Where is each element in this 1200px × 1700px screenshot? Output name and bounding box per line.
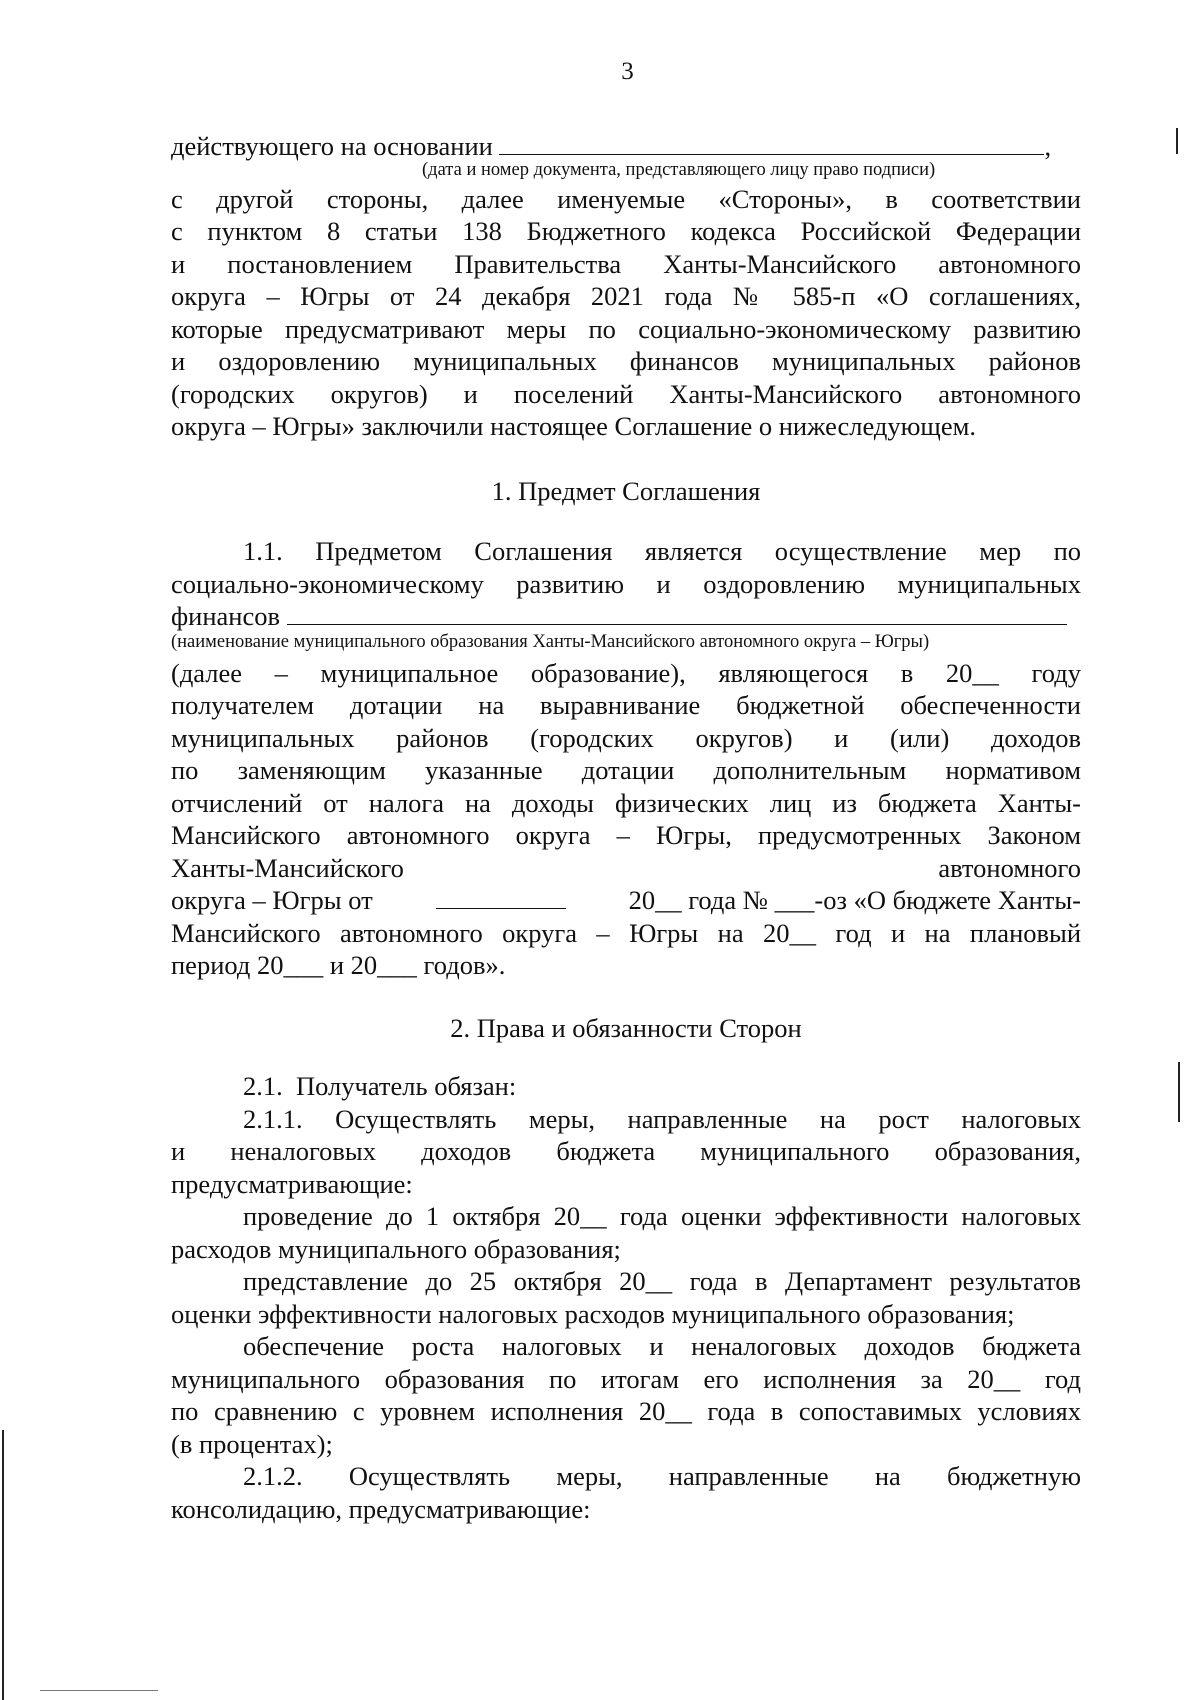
intro-line: и постановлением Правительства Ханты-Мансийского автономного bbox=[171, 248, 1081, 279]
law-date-blank bbox=[436, 884, 566, 909]
item-2-1-2-line: 2.1.2. Осуществлять меры, направленные на бюджетную bbox=[243, 1461, 1081, 1491]
paragraph-line: отчислений от налога на доходы физических лиц из бюджета Ханты- bbox=[171, 787, 1081, 818]
page-number: 3 bbox=[621, 58, 634, 85]
paragraph-line: по заменяющим указанные дотации дополнительным нормативом bbox=[171, 755, 1081, 785]
submit-line: представление до 25 октября 20__ года в Департамент результатов bbox=[243, 1266, 1081, 1296]
municipality-blank bbox=[287, 600, 1067, 625]
basis-text: действующего на основании bbox=[171, 131, 493, 161]
intro-line: с другой стороны, далее именуемые «Стороны», в соответствии bbox=[171, 183, 1081, 214]
scan-mark-right-top bbox=[1176, 128, 1178, 154]
item-2-1-1-line: 2.1.1. Осуществлять меры, направленные на рост налоговых bbox=[243, 1103, 1081, 1134]
basis-line: действующего на основании , bbox=[171, 131, 1052, 161]
growth-line: по сравнению с уровнем исполнения 20__ года в сопоставимых условиях bbox=[171, 1396, 1081, 1426]
growth-last: (в процентах); bbox=[171, 1428, 333, 1459]
split-left: Ханты-Мансийского bbox=[171, 852, 404, 883]
split-line bbox=[171, 852, 1081, 885]
split-right: автономного bbox=[938, 852, 1081, 883]
eval-line: проведение до 1 октября 20__ года оценки эффективности налоговых bbox=[243, 1201, 1081, 1231]
intro-line: округа – Югры от 24 декабря 2021 года № 585-п «О соглашениях, bbox=[171, 281, 1081, 311]
intro-line: которые предусматривают меры по социально-экономическому развитию bbox=[171, 313, 1081, 344]
item-2-1-2-last: консолидацию, предусматривающие: bbox=[171, 1493, 591, 1524]
intro-line: и оздоровлению муниципальных финансов муниципальных районов bbox=[171, 346, 1081, 376]
finances-word: финансов bbox=[171, 601, 281, 631]
intro-line: (городских округов) и поселений Ханты-Мансийского автономного bbox=[171, 378, 1081, 409]
law-line-prefix: округа – Югры от bbox=[171, 885, 373, 915]
eval-last: расходов муниципального образования; bbox=[171, 1233, 621, 1264]
intro-last-line: округа – Югры» заключили настоящее Соглашение о нижеследующем. bbox=[171, 411, 976, 441]
budget-line: Мансийского автономного округа – Югры на 20__ год и на плановый bbox=[171, 917, 1081, 948]
paragraph-line: получателем дотации на выравнивание бюджетной обеспеченности bbox=[171, 690, 1081, 720]
scan-mark-left-bottom bbox=[2, 1430, 4, 1700]
document-body bbox=[171, 130, 1081, 1525]
section-2-title: 2. Права и обязанности Сторон bbox=[450, 1012, 802, 1043]
law-line-suffix: 20__ года № ___-оз «О бюджете Ханты- bbox=[628, 885, 1081, 915]
basis-caption: (дата и номер документа, представляющего лицу право подписи) bbox=[422, 159, 936, 180]
paragraph-line: 1.1. Предметом Соглашения является осуществление мер по bbox=[243, 536, 1081, 566]
section-1-title: 1. Предмет Соглашения bbox=[491, 475, 761, 506]
item-2-1: 2.1. Получатель обязан: bbox=[243, 1071, 517, 1101]
municipality-caption: (наименование муниципального образования Ханты-Мансийского автономного округа – Югры) bbox=[171, 631, 930, 652]
item-2-1-1-last: предусматривающие: bbox=[171, 1168, 413, 1199]
growth-line: муниципального образования по итогам его исполнения за 20__ год bbox=[171, 1363, 1081, 1394]
basis-blank bbox=[499, 130, 1044, 155]
paragraph-line: (далее – муниципальное образование), являющегося в 20__ году bbox=[171, 657, 1081, 688]
law-line bbox=[171, 884, 1081, 917]
scan-mark-right-mid bbox=[1178, 1062, 1180, 1122]
finances-line bbox=[171, 600, 1081, 633]
period-line: период 20___ и 20___ годов». bbox=[171, 950, 506, 980]
growth-line: обеспечение роста налоговых и неналоговых доходов бюджета bbox=[243, 1331, 1081, 1361]
paragraph-line: социально-экономическому развитию и оздоровлению муниципальных bbox=[171, 568, 1081, 599]
scan-mark-bottom bbox=[40, 1690, 158, 1691]
item-2-1-1-line: и неналоговых доходов бюджета муниципального образования, bbox=[171, 1136, 1081, 1166]
paragraph-line: муниципальных районов (городских округов) и (или) доходов bbox=[171, 722, 1081, 753]
submit-last: оценки эффективности налоговых расходов муниципального образования; bbox=[171, 1298, 1015, 1329]
paragraph-line: Мансийского автономного округа – Югры, предусмотренных Законом bbox=[171, 820, 1081, 850]
intro-line: с пунктом 8 статьи 138 Бюджетного кодекса Российской Федерации bbox=[171, 216, 1081, 246]
